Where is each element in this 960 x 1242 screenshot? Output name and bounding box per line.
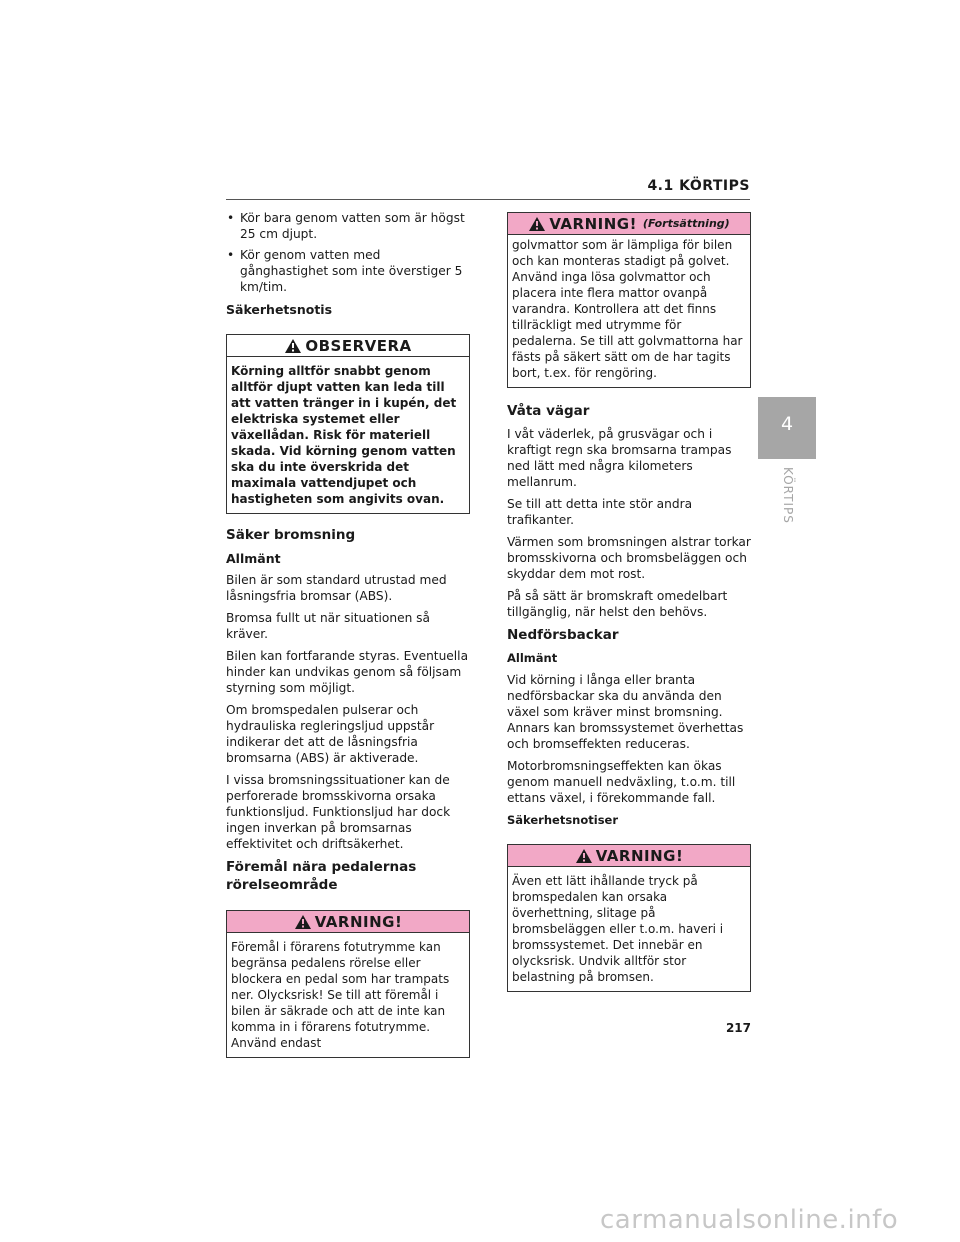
warning-header [508,845,750,867]
warning-title: VARNING! [314,912,403,931]
chapter-tab [758,397,816,459]
paragraph: Bilen är som standard utrustad med låsningsfria bromsar (ABS). [226,573,447,603]
warning-icon [294,914,312,930]
warning-subtitle: (Fortsättning) [642,216,730,230]
paragraph: I våt väderlek, på grusvägar och i kraftigt regn ska bromsarna trampas ned lätt med några kilometers mellanrum. [507,427,732,489]
paragraph: Se till att detta inte stör andra trafikanter. [507,497,693,527]
paragraph: Bromsa fullt ut när situationen så kräver. [226,611,430,641]
warning-box [226,910,470,1058]
downhill-heading: Nedförsbackar [507,627,619,643]
warning-box [507,844,751,992]
list-item-text: Kör bara genom vatten som är högst 25 cm djupt. [240,211,465,241]
safety-notes-heading: Säkerhetsnotiser [507,813,619,827]
list-item-text: Kör genom vatten med gånghastighet som inte överstiger 5 km/tim. [240,248,463,294]
pedal-heading-line-1: Föremål nära pedalernas [226,859,417,875]
warning-header [227,911,469,933]
notice-title: OBSERVERA [305,336,412,355]
pedal-heading-line-2: rörelseområde [226,877,338,893]
bullet-dot: • [227,211,235,225]
list-item [226,210,470,242]
page-number: 217 [725,1021,751,1035]
general-heading: Allmänt [226,551,281,566]
downhill-general-heading: Allmänt [507,651,558,665]
pedal-heading [226,858,470,894]
paragraph: Om bromspedalen pulserar och hydrauliska regleringsljud uppstår indikerar det att de låsningsfria bromsarna (ABS) är aktiverade. [226,703,435,765]
warning-icon [284,338,302,354]
paragraph: Bilen kan fortfarande styras. Eventuella hinder kan undvikas genom så följsam styrning som möjligt. [226,649,469,695]
chapter-label: KÖRTIPS [781,467,795,524]
paragraph: Värmen som bromsningen alstrar torkar bromsskivorna och bromsbeläggen och skyddar dem mot rost. [507,535,751,581]
list-item [226,247,470,295]
safety-heading: Säkerhetsnotis [226,302,333,317]
warning-icon [528,216,546,232]
warning-text: Även ett lätt ihållande tryck på bromspedalen kan orsaka överhettning, slitage på bromsbeläggen eller t.o.m. haveri i bromssystemet. Det innebär en olycksrisk. Undvik alltför stor belastning på bromsen. [512,874,724,984]
warning-icon [575,848,593,864]
warning-title: VARNING! [595,846,684,865]
warning-header [508,213,750,235]
warning-box-continued [507,212,751,388]
notice-header [227,335,469,357]
paragraph: Motorbromsningseffekten kan ökas genom manuell nedväxling, t.o.m. till ettans växel, i förekommande fall. [507,759,736,805]
watermark: carmanualsonline.info [600,1205,899,1235]
paragraph: Vid körning i långa eller branta nedförsbackar ska du använda den växel som kräver minst bromsning. Annars kan bromssystemet överhettas och bromseffekten reduceras. [507,673,744,751]
chapter-number: 4 [780,413,794,435]
bullet-dot: • [227,248,235,262]
warning-title: VARNING! [549,214,637,233]
paragraph: På så sätt är bromskraft omedelbart tillgänglig, när helst den behövs. [507,589,728,619]
header-rule [226,199,750,200]
right-column [507,212,751,1000]
warning-text: Föremål i förarens fotutrymme kan begränsa pedalens rörelse eller blockera en pedal som har trampats ner. Olycksrisk! Se till att föremål i bilen är säkrade och att de inte kan komma in i förarens fotutrymme. Använd endast [231,940,450,1050]
section-title: 4.1 KÖRTIPS [647,178,750,194]
paragraph: I vissa bromsningssituationer kan de perforerade bromsskivorna orsaka funktionsljud. Funktionsljud har dock ingen inverkan på bromsarnas effektivitet och driftsäkerhet. [226,773,451,851]
page-header [226,178,750,200]
notice-box [226,334,470,514]
wet-roads-heading: Våta vägar [507,403,590,419]
notice-text: Körning alltför snabbt genom alltför djupt vatten kan leda till att vatten tränger in i kupén, det elektriska systemet eller växellådan. Risk för materiell skada. Vid körning genom vatten ska du inte överskrida det maximala vattendjupet och hastigheten som angivits ovan. [231,364,457,506]
brake-heading: Säker bromsning [226,527,356,543]
left-column [226,210,470,1066]
warning-text: golvmattor som är lämpliga för bilen och kan monteras stadigt på golvet. Använd inga lösa golvmattor och placera inte flera mattor ovanpå varandra. Kontrollera att det finns tillräckligt med utrymme för pedalerna. Se till att golvmattorna har fästs på säkert sätt om de har tagits bort, t.ex. för rengöring. [512,238,743,380]
